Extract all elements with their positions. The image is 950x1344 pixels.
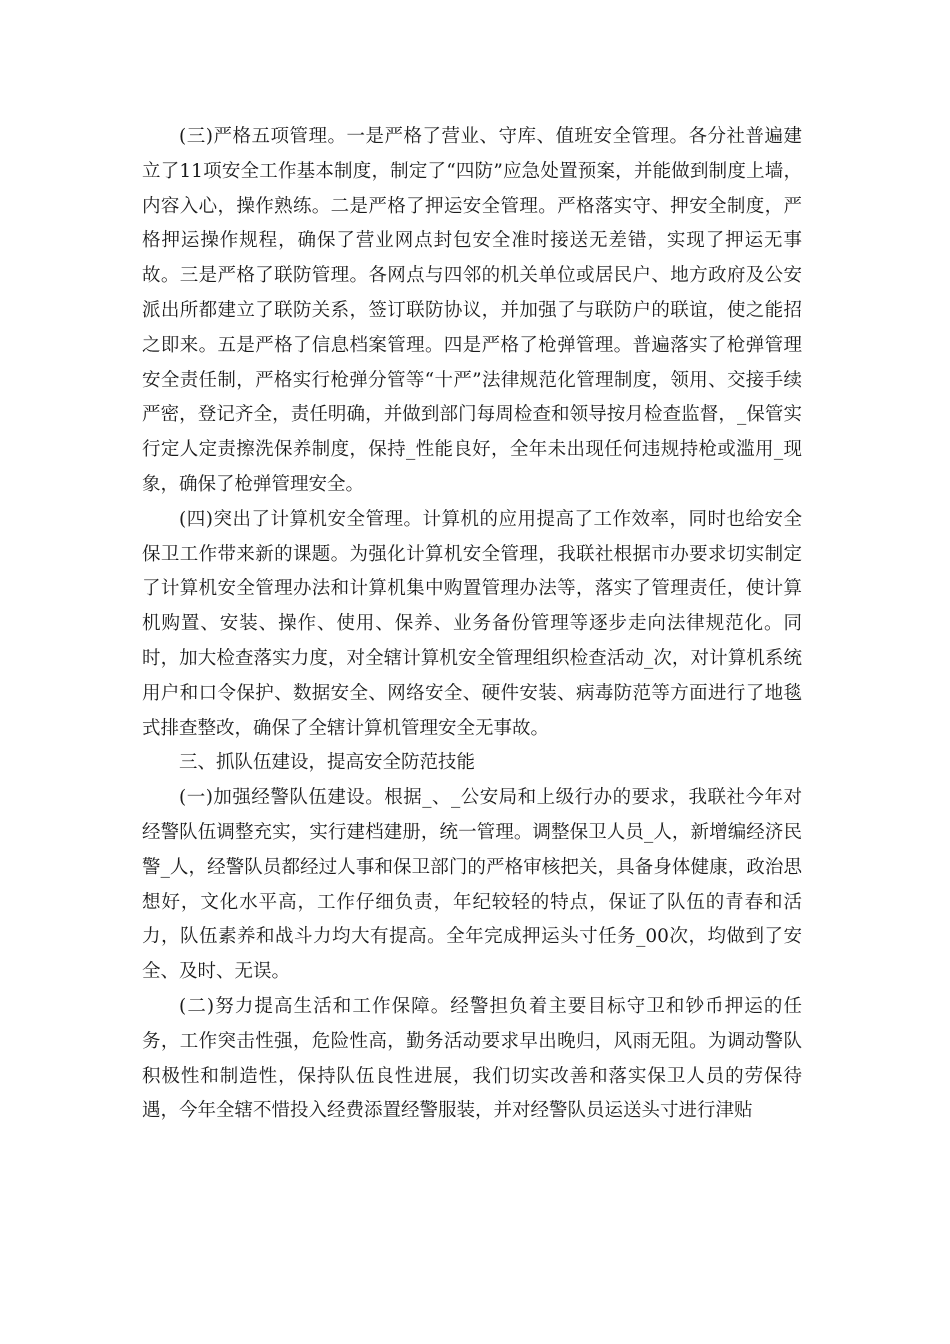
paragraph-living-and-work-support: (二)努力提高生活和工作保障。经警担负着主要目标守卫和钞币押运的任务，工作突击性强，危险性高，勤务活动要求早出晚归，风雨无阻。为调动警队积极性和制造性，保持队伍良性进展，我们切实改善和落实保卫人员的劳保待遇，今年全辖不惜投入经费添置经警服装，并对经警队员运送头寸进行津贴: [142, 995, 802, 1122]
paragraph-five-managements: (三)严格五项管理。一是严格了营业、守库、值班安全管理。各分社普遍建立了11项安全工作基本制度，制定了“四防”应急处置预案，并能做到制度上墙，内容入心，操作熟练。二是严格了押运安全管理。严格落实守、押安全制度，严格押运操作规程，确保了营业网点封包安全准时接送无差错，实现了押运无事故。三是严格了联防管理。各网点与四邻的机关单位或居民户、地方政府及公安派出所都建立了联防关系，签订联防协议，并加强了与联防户的联谊，使之能招之即来。五是严格了信息档案管理。四是严格了枪弹管理。普遍落实了枪弹管理安全责任制，严格实行枪弹分管等“十严”法律规范化管理制度，领用、交接手续严密，登记齐全，责任明确，并做到部门每周检查和领导按月检查监督，_保管实行定人定责擦洗保养制度，保持_性能良好，全年未出现任何违规持枪或滥用_现象，确保了枪弹管理安全。: [142, 126, 802, 495]
section-heading-team-building: 三、抓队伍建设，提高安全防范技能: [179, 752, 476, 774]
paragraph-guard-team: (一)加强经警队伍建设。根据_、_公安局和上级行办的要求，我联社今年对经警队伍调整充实，实行建档建册，统一管理。调整保卫人员_人，新增编经济民警_人，经警队员都经过人事和保卫部门的严格审核把关，具备身体健康，政治思想好，文化水平高，工作仔细负责，年纪较轻的特点，保证了队伍的青春和活力，队伍素养和战斗力均大有提高。全年完成押运头寸任务_00次，均做到了安全、及时、无误。: [142, 787, 802, 983]
document-body: [142, 120, 802, 1129]
paragraph-computer-security: (四)突出了计算机安全管理。计算机的应用提高了工作效率，同时也给安全保卫工作带来新的课题。为强化计算机安全管理，我联社根据市办要求切实制定了计算机安全管理办法和计算机集中购置管理办法等，落实了管理责任，使计算机购置、安装、操作、使用、保养、业务备份管理等逐步走向法律规范化。同时，加大检查落实力度，对全辖计算机安全管理组织检查活动_次，对计算机系统用户和口令保护、数据安全、网络安全、硬件安装、病毒防范等方面进行了地毯式排查整改，确保了全辖计算机管理安全无事故。: [142, 508, 802, 739]
